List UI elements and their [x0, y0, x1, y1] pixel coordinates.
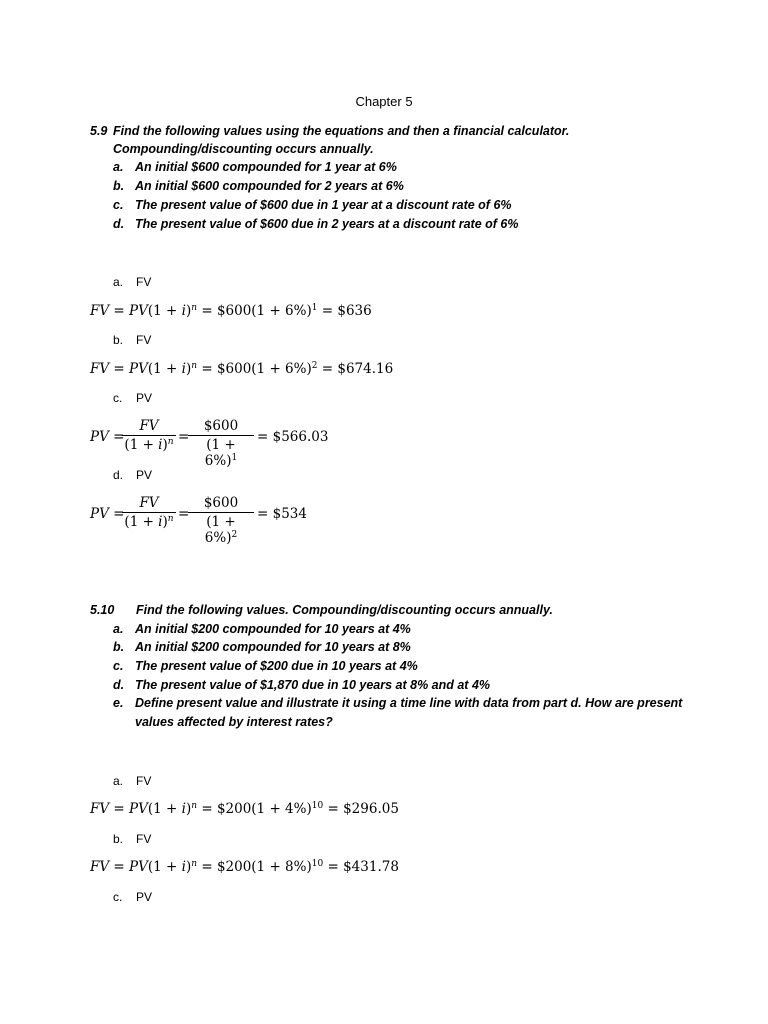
item-text-cont: values affected by interest rates?	[135, 715, 333, 729]
fraction: $\frac{\$600}{(1 + 6\%)^2}$	[188, 495, 254, 546]
equation-fv-510b: FV = $PV(1 + i)^n$ = $200(1 + 8%)$^{10}$ = $431.78	[90, 859, 399, 875]
question-lead: Find the following values. Compounding/discounting occurs annually.	[136, 603, 553, 617]
item-letter: b.	[113, 179, 125, 193]
item-letter: d.	[113, 217, 125, 231]
answer-label: PV	[136, 391, 153, 405]
item-text: Define present value and illustrate it using a time line with data from part d. How are present	[135, 696, 683, 710]
answer-letter: a.	[113, 275, 124, 289]
answer-label: PV	[136, 468, 153, 482]
equation-fv-a: FV = $PV(1 + i)^n$ = $600(1 + 6%)$^1$ = $636	[90, 303, 372, 319]
answer-letter: a.	[113, 774, 124, 788]
answer-label: FV	[136, 333, 152, 347]
answer-label: PV	[136, 890, 153, 904]
item-text: The present value of $600 due in 1 year at a discount rate of 6%	[135, 198, 512, 212]
item-text: An initial $200 compounded for 10 years at 8%	[135, 640, 411, 654]
item-text: The present value of $1,870 due in 10 years at 8% and at 4%	[135, 678, 491, 692]
question-lead: Find the following values using the equations and then a financial calculator.	[113, 124, 570, 138]
item-letter: c.	[113, 198, 124, 212]
item-letter: d.	[113, 678, 125, 692]
item-text: An initial $600 compounded for 2 years at 6%	[135, 179, 404, 193]
page-title: Chapter 5	[355, 94, 413, 109]
item-letter: a.	[113, 160, 124, 174]
item-letter: e.	[113, 696, 124, 710]
item-letter: c.	[113, 659, 124, 673]
answer-letter: d.	[113, 468, 124, 482]
equation-fv-510a: FV = $PV(1 + i)^n$ = $200(1 + 4%)$^{10}$ = $296.05	[90, 801, 399, 817]
question-lead-cont: Compounding/discounting occurs annually.	[113, 142, 374, 156]
answer-letter: c.	[113, 890, 123, 904]
item-text: The present value of $200 due in 10 years at 4%	[135, 659, 418, 673]
answer-letter: b.	[113, 333, 124, 347]
answer-label: FV	[136, 275, 152, 289]
item-text: The present value of $600 due in 2 years at a discount rate of 6%	[135, 217, 519, 231]
question-number: 5.9	[90, 124, 108, 138]
fraction: $\frac{FV}{(1 + i)^n}$	[122, 418, 176, 453]
item-text: An initial $200 compounded for 10 years at 4%	[135, 622, 411, 636]
item-text: An initial $600 compounded for 1 year at 6%	[135, 160, 397, 174]
answer-letter: c.	[113, 391, 123, 405]
answer-label: FV	[136, 832, 152, 846]
question-number: 5.10	[90, 603, 115, 617]
equation-fv-b: FV = $PV(1 + i)^n$ = $600(1 + 6%)$^2$ = $674.16	[90, 361, 394, 377]
fraction: $\frac{\$600}{(1 + 6\%)^1}$	[188, 418, 254, 469]
item-letter: a.	[113, 622, 124, 636]
fraction: $\frac{FV}{(1 + i)^n}$	[122, 495, 176, 530]
item-letter: b.	[113, 640, 125, 654]
answer-label: FV	[136, 774, 152, 788]
answer-letter: b.	[113, 832, 124, 846]
